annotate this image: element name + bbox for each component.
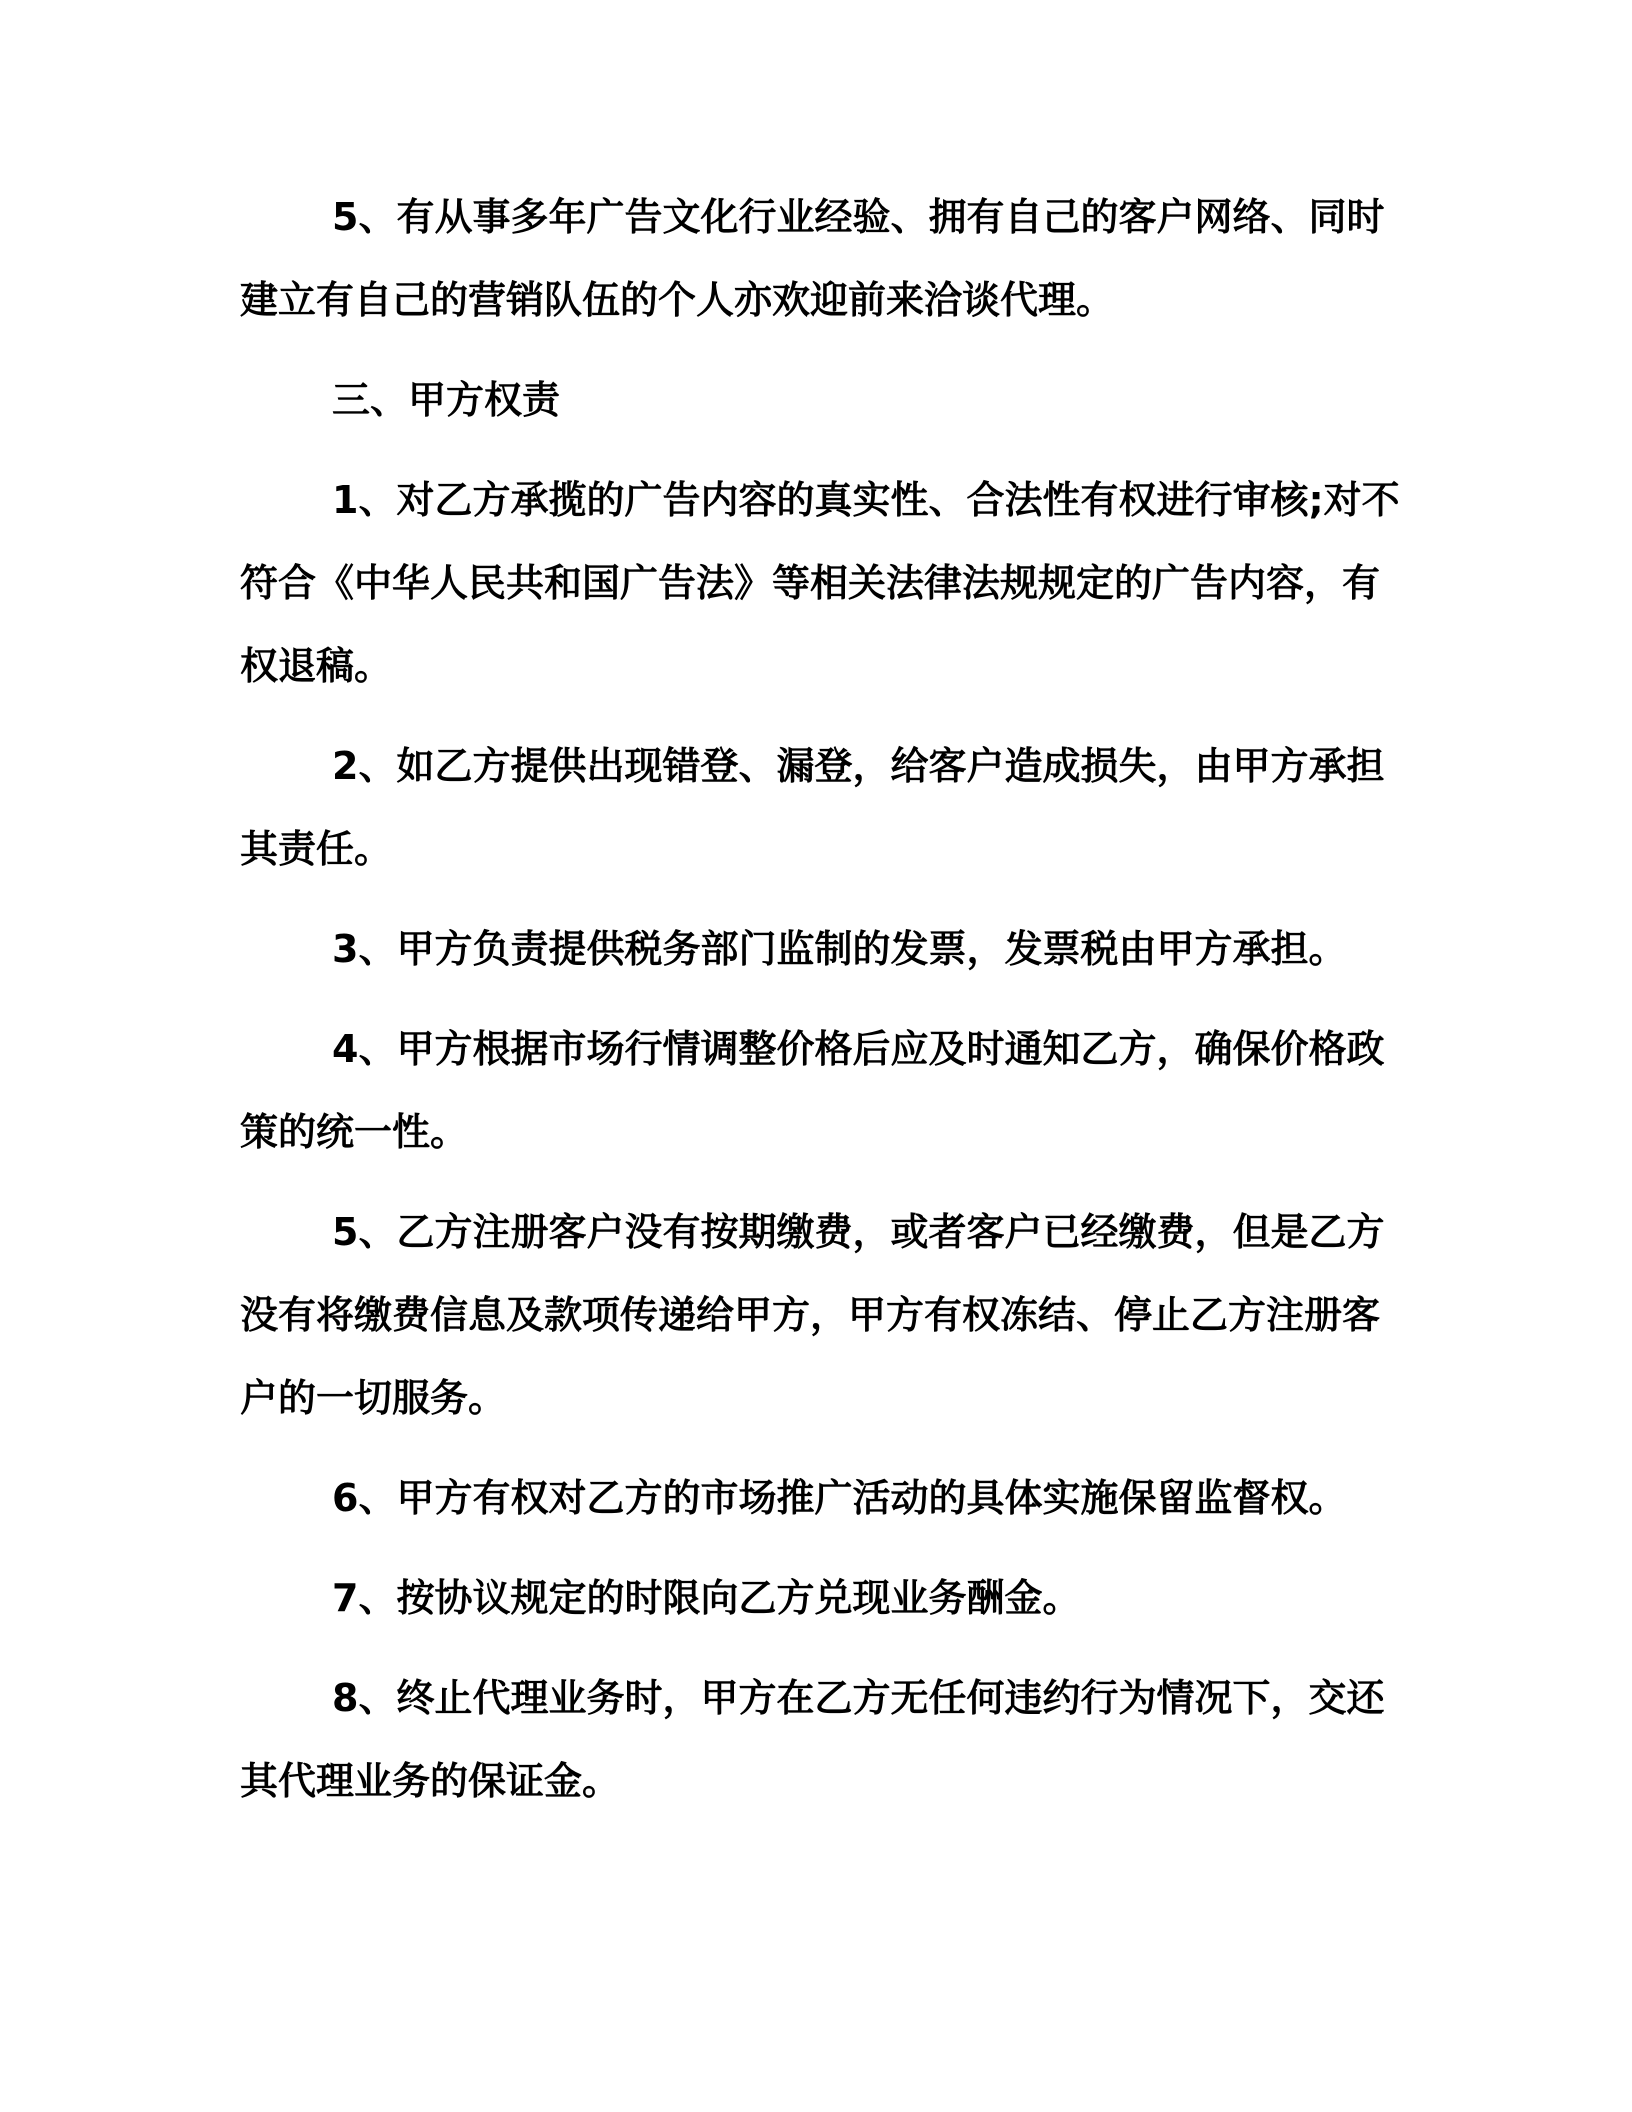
text-line: 策的统一性。 xyxy=(240,1110,469,1154)
text-line: 三、甲方权责 xyxy=(332,378,561,422)
text-line: 建立有自己的营销队伍的个人亦欢迎前来洽谈代理。 xyxy=(240,278,1115,322)
section-heading xyxy=(240,359,1390,442)
text-line: 1、对乙方承揽的广告内容的真实性、合法性有权进行审核;对不 xyxy=(332,478,1400,522)
text-line: 2、如乙方提供出现错登、漏登，给客户造成损失，由甲方承担 xyxy=(332,744,1385,788)
text-line: 户的一切服务。 xyxy=(240,1376,507,1420)
paragraph xyxy=(240,1191,1390,1440)
text-line: 4、甲方根据市场行情调整价格后应及时通知乙方，确保价格政 xyxy=(332,1027,1385,1071)
paragraph xyxy=(240,1657,1390,1823)
paragraph xyxy=(240,459,1400,708)
paragraph xyxy=(240,176,1390,342)
text-line: 5、乙方注册客户没有按期缴费，或者客户已经缴费，但是乙方 xyxy=(332,1210,1385,1254)
paragraph xyxy=(240,725,1390,891)
text-line: 其责任。 xyxy=(240,827,393,871)
paragraph xyxy=(240,908,1390,991)
document-body xyxy=(240,176,1400,1840)
text-line: 符合《中华人民共和国广告法》等相关法律法规规定的广告内容，有 xyxy=(240,561,1381,605)
text-line: 其代理业务的保证金。 xyxy=(240,1759,621,1803)
text-line: 7、按协议规定的时限向乙方兑现业务酬金。 xyxy=(332,1576,1081,1620)
text-line: 3、甲方负责提供税务部门监制的发票，发票税由甲方承担。 xyxy=(332,927,1347,971)
text-line: 没有将缴费信息及款项传递给甲方，甲方有权冻结、停止乙方注册客 xyxy=(240,1293,1381,1337)
text-line: 6、甲方有权对乙方的市场推广活动的具体实施保留监督权。 xyxy=(332,1476,1347,1520)
text-line: 5、有从事多年广告文化行业经验、拥有自己的客户网络、同时 xyxy=(332,195,1385,239)
text-line: 8、终止代理业务时，甲方在乙方无任何违约行为情况下，交还 xyxy=(332,1676,1385,1720)
paragraph xyxy=(240,1457,1390,1540)
paragraph xyxy=(240,1557,1390,1640)
text-line: 权退稿。 xyxy=(240,644,393,688)
paragraph xyxy=(240,1008,1390,1174)
